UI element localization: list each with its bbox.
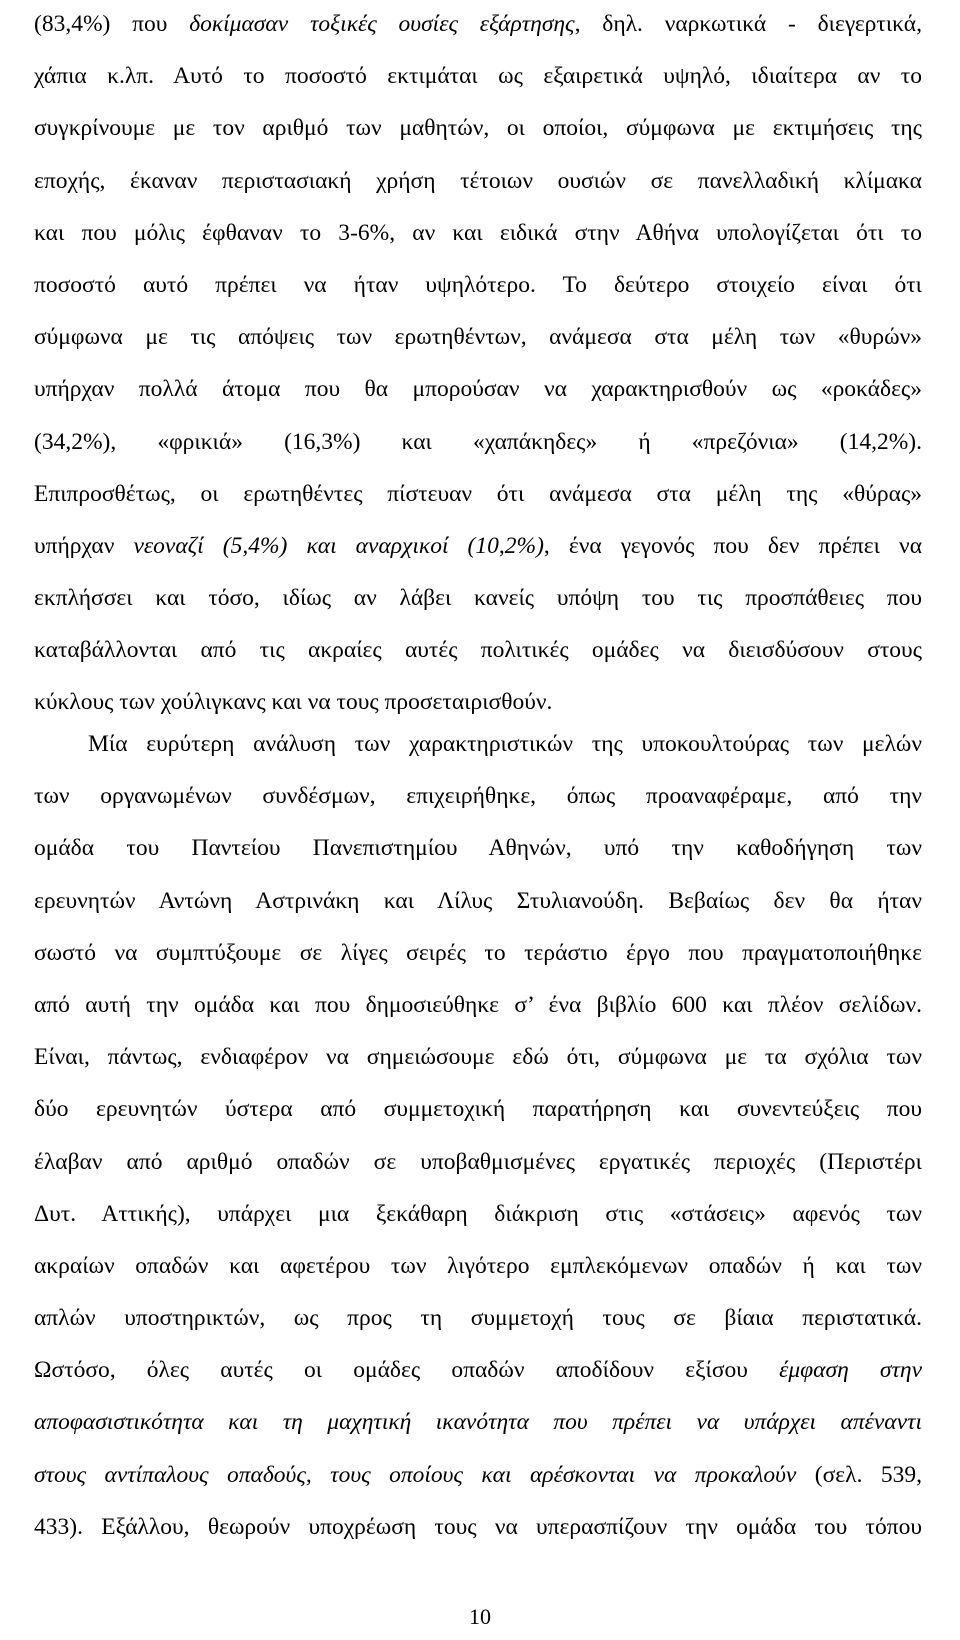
text-line: έλαβαν από αριθμό οπαδών σε υποβαθμισμένες εργατικές περιοχές (Περιστέρι bbox=[34, 1148, 922, 1175]
text-line: απλών υποστηρικτών, ως προς τη συμμετοχή τους σε βίαια περιστατικά. bbox=[34, 1305, 922, 1332]
text-line: ποσοστό αυτό πρέπει να ήταν υψηλότερο. Το δεύτερο στοιχείο είναι ότι bbox=[34, 271, 922, 298]
text-line: εποχής, έκαναν περιστασιακή χρήση τέτοιων ουσιών σε πανελλαδική κλίμακα bbox=[34, 167, 922, 194]
italic-text: στους αντίπαλους οπαδούς, τους οποίους και αρέσκονται να προκαλούν bbox=[34, 1461, 797, 1488]
text-line: Επιπροσθέτως, οι ερωτηθέντες πίστευαν ότι ανάμεσα στα μέλη της «θύρας» bbox=[34, 480, 922, 507]
paragraph-1 bbox=[34, 0, 922, 729]
text-line: ομάδα του Παντείου Πανεπιστημίου Αθηνών, υπό την καθοδήγηση των bbox=[34, 835, 922, 862]
text-line: και που μόλις έφθαναν το 3-6%, αν και ειδικά στην Αθήνα υπολογίζεται ότι το bbox=[34, 219, 922, 246]
page-number: 10 bbox=[469, 1604, 491, 1629]
text-line: δύο ερευνητών ύστερα από συμμετοχική παρατήρηση και συνεντεύξεις που bbox=[34, 1096, 922, 1123]
text-line: Μία ευρύτερη ανάλυση των χαρακτηριστικών της υποκουλτούρας των μελών bbox=[88, 731, 922, 757]
text-line: συγκρίνουμε με τον αριθμό των μαθητών, οι οποίοι, σύμφωνα με εκτιμήσεις της bbox=[34, 115, 922, 142]
text-line: εκπλήσσει και τόσο, ιδίως αν λάβει κανείς υπόψη του τις προσπάθειες που bbox=[34, 585, 922, 612]
text-line: σωστό να συμπτύξουμε σε λίγες σειρές το τεράστιο έργο που πραγματοποιήθηκε bbox=[34, 939, 922, 966]
text-line: υπήρχαν πολλά άτομα που θα μπορούσαν να χαρακτηρισθούν ως «ροκάδες» bbox=[34, 376, 922, 403]
italic-text: νεοναζί (5,4%) και αναρχικοί (10,2%) bbox=[133, 532, 544, 559]
text-line: (34,2%), «φρικιά» (16,3%) και «χαπάκηδες» ή «πρεζόνια» (14,2%). bbox=[34, 428, 922, 455]
text-line: από αυτή την ομάδα και που δημοσιεύθηκε σ’ ένα βιβλίο 600 και πλέον σελίδων. bbox=[34, 991, 922, 1018]
text-line: των οργανωμένων συνδέσμων, επιχειρήθηκε, όπως προαναφέραμε, από την bbox=[34, 783, 922, 810]
text-line: ακραίων οπαδών και αφετέρου των λιγότερο εμπλεκόμενων οπαδών ή και των bbox=[34, 1252, 922, 1279]
text-line: υπήρχαν νεοναζί (5,4%) και αναρχικοί (10,2%), ένα γεγονός που δεν πρέπει να bbox=[34, 532, 922, 559]
text-line: Είναι, πάντως, ενδιαφέρον να σημειώσουμε εδώ ότι, σύμφωνα με τα σχόλια των bbox=[34, 1044, 922, 1071]
italic-text: αποφασιστικότητα και τη μαχητική ικανότητα που πρέπει να υπάρχει απέναντι bbox=[34, 1409, 922, 1436]
paragraph-2 bbox=[34, 718, 922, 1553]
text-line: καταβάλλονται από τις ακραίες αυτές πολιτικές ομάδες να διεισδύσουν στους bbox=[34, 637, 922, 664]
text-line: στους αντίπαλους οπαδούς, τους οποίους και αρέσκονται να προκαλούν (σελ. 539, bbox=[34, 1461, 922, 1488]
text-line: χάπια κ.λπ. Αυτό το ποσοστό εκτιμάται ως εξαιρετικά υψηλό, ιδιαίτερα αν το bbox=[34, 63, 922, 90]
text-line: 433). Εξάλλου, θεωρούν υποχρέωση τους να υπερασπίζουν την ομάδα του τόπου bbox=[34, 1513, 922, 1540]
text-line: Δυτ. Αττικής), υπάρχει μια ξεκάθαρη διάκριση στις «στάσεις» αφενός των bbox=[34, 1200, 922, 1227]
italic-text: έμφαση στην bbox=[779, 1357, 922, 1384]
text-line: ερευνητών Αντώνη Αστρινάκη και Λίλυς Στυλιανούδη. Βεβαίως δεν θα ήταν bbox=[34, 887, 922, 914]
italic-text: δοκίμασαν τοξικές ουσίες εξάρτησης bbox=[189, 11, 575, 37]
text-line: κύκλους των χούλιγκανς και να τους προσεταιρισθούν. bbox=[34, 689, 553, 716]
text-line: (83,4%) που δοκίμασαν τοξικές ουσίες εξάρτησης, δηλ. ναρκωτικά - διεγερτικά, bbox=[34, 11, 922, 37]
text-line: Ωστόσο, όλες αυτές οι ομάδες οπαδών αποδίδουν εξίσου έμφαση στην bbox=[34, 1357, 922, 1384]
text-line: σύμφωνα με τις απόψεις των ερωτηθέντων, ανάμεσα στα μέλη των «θυρών» bbox=[34, 324, 922, 351]
text-line bbox=[34, 1396, 922, 1448]
